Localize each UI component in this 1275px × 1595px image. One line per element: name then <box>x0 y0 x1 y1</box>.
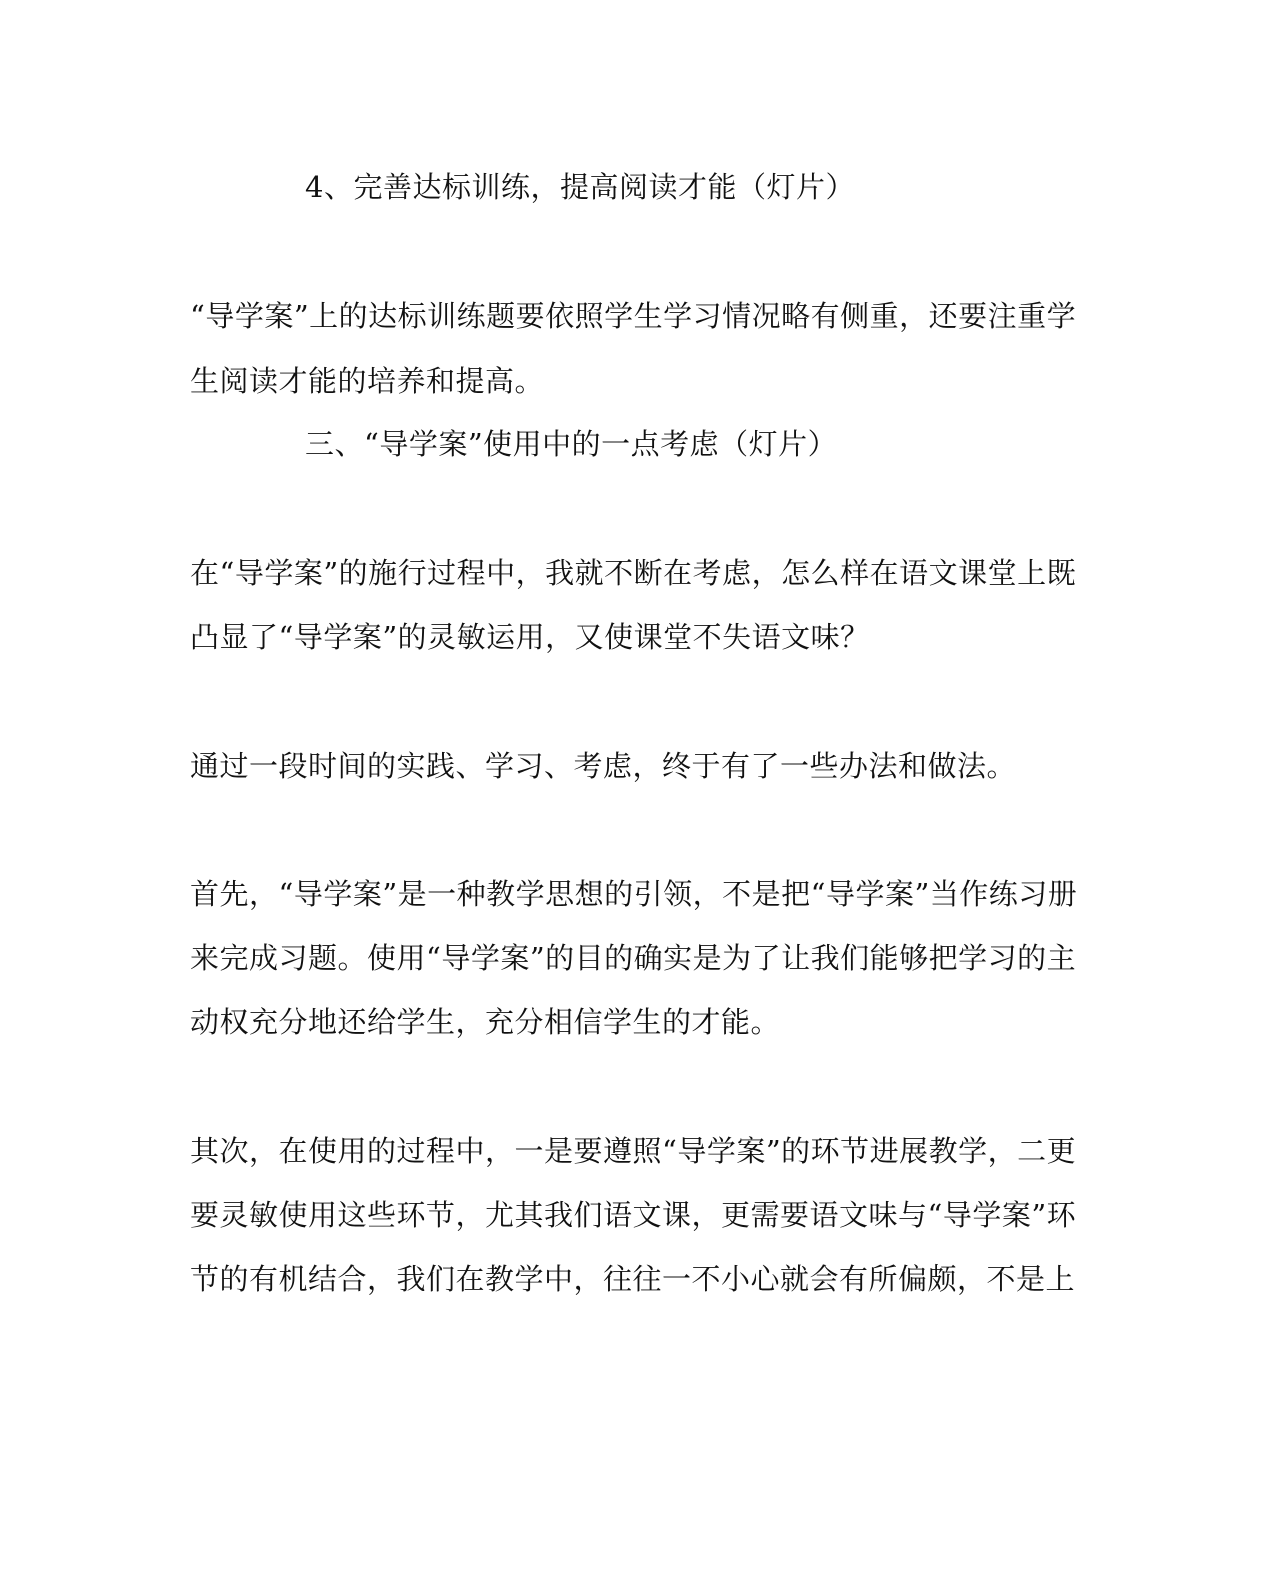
paragraph-4-line-2: 来完成习题。使用“导学案”的目的确实是为了让我们能够把学习的主 <box>190 941 1077 975</box>
paragraph-4-line-3: 动权充分地还给学生，充分相信学生的才能。 <box>190 1005 781 1039</box>
section-heading-3: 三、“导学案”使用中的一点考虑（灯片） <box>305 427 838 461</box>
paragraph-3-line-1: 通过一段时间的实践、学习、考虑，终于有了一些办法和做法。 <box>190 749 1017 783</box>
paragraph-2-line-1: 在“导学案”的施行过程中，我就不断在考虑，怎么样在语文课堂上既 <box>190 556 1077 590</box>
paragraph-5-line-1: 其次，在使用的过程中，一是要遵照“导学案”的环节进展教学，二更 <box>190 1134 1077 1168</box>
paragraph-5-line-3: 节的有机结合，我们在教学中，往往一不小心就会有所偏颇，不是上 <box>190 1262 1076 1296</box>
paragraph-4-line-1: 首先，“导学案”是一种教学思想的引领，不是把“导学案”当作练习册 <box>190 877 1078 911</box>
paragraph-5-line-2: 要灵敏使用这些环节，尤其我们语文课，更需要语文味与“导学案”环 <box>190 1198 1077 1232</box>
paragraph-2-line-2: 凸显了“导学案”的灵敏运用，又使课堂不失语文味？ <box>190 620 870 654</box>
paragraph-1-line-1: “导学案”上的达标训练题要依照学生学习情况略有侧重，还要注重学 <box>190 299 1077 333</box>
section-heading-4: 4、完善达标训练，提高阅读才能（灯片） <box>305 170 855 204</box>
paragraph-1-line-2: 生阅读才能的培养和提高。 <box>190 364 545 398</box>
